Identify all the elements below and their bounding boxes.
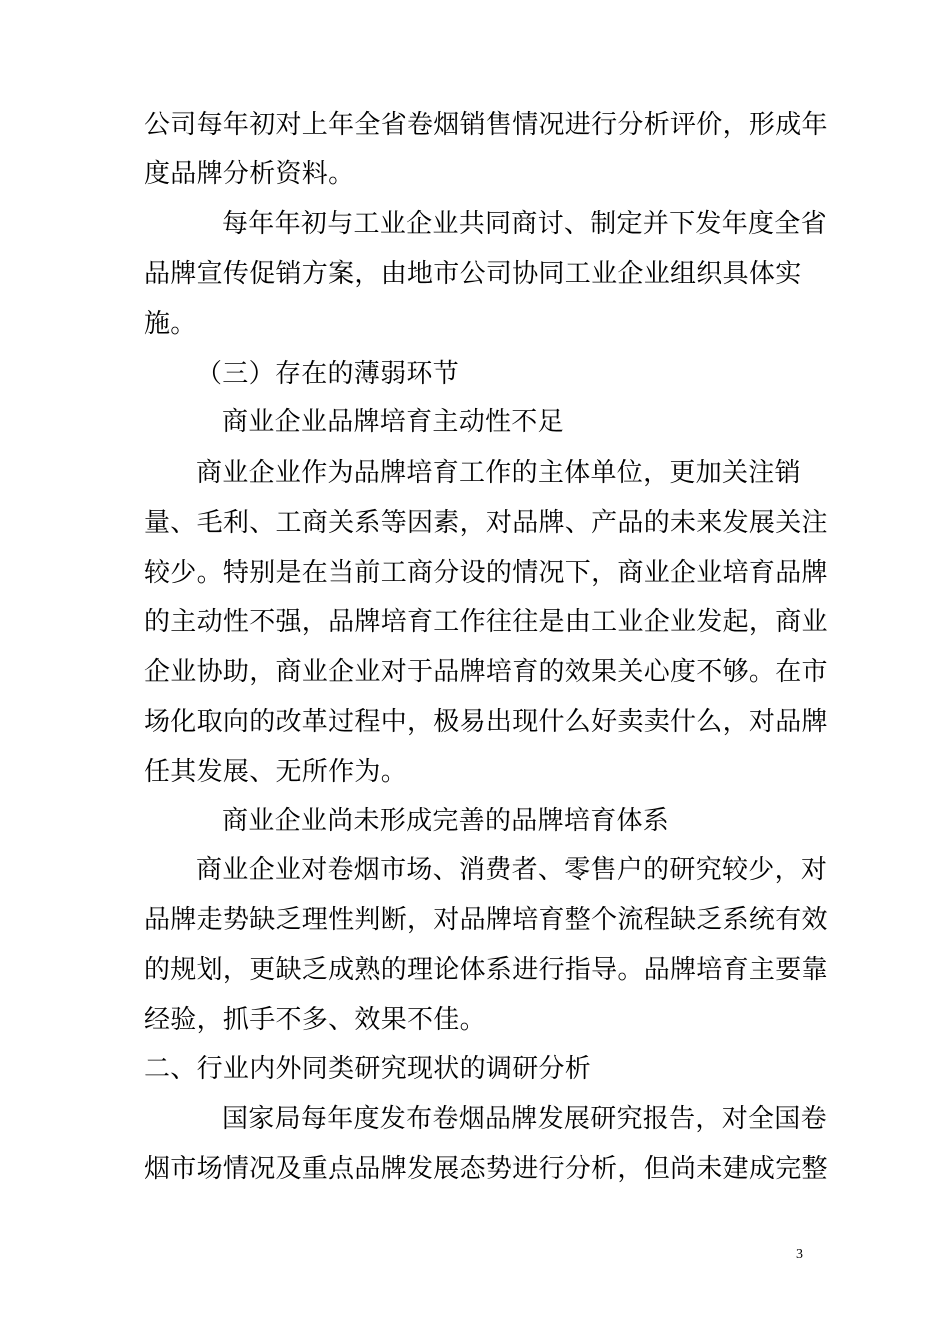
paragraph-line: 经验，抓手不多、效果不佳。	[144, 1005, 486, 1035]
paragraph-line: 度品牌分析资料。	[144, 159, 355, 189]
paragraph-line: 公司每年初对上年全省卷烟销售情况进行分析评价，形成年	[144, 110, 828, 140]
paragraph-line: 施。	[144, 309, 197, 339]
paragraph-line: 品牌走势缺乏理性判断，对品牌培育整个流程缺乏系统有效	[144, 905, 828, 935]
paragraph-line: 每年年初与工业企业共同商讨、制定并下发年度全省	[222, 209, 827, 239]
paragraph-line: 的规划，更缺乏成熟的理论体系进行指导。品牌培育主要靠	[144, 955, 828, 985]
subsection-heading: 商业企业品牌培育主动性不足	[222, 407, 564, 437]
section-heading: （三）存在的薄弱环节	[196, 359, 460, 389]
paragraph-line: 任其发展、无所作为。	[144, 757, 408, 787]
paragraph-line: 商业企业对卷烟市场、消费者、零售户的研究较少，对	[196, 855, 828, 885]
paragraph-line: 品牌宣传促销方案，由地市公司协同工业企业组织具体实	[144, 259, 802, 289]
paragraph-line: 国家局每年度发布卷烟品牌发展研究报告，对全国卷	[222, 1104, 827, 1134]
paragraph-line: 烟市场情况及重点品牌发展态势进行分析，但尚未建成完整	[144, 1154, 828, 1184]
paragraph-line: 场化取向的改革过程中，极易出现什么好卖卖什么，对品牌	[144, 707, 828, 737]
paragraph-line: 的主动性不强，品牌培育工作往往是由工业企业发起，商业	[144, 607, 828, 637]
paragraph-line: 企业协助，商业企业对于品牌培育的效果关心度不够。在市	[144, 657, 828, 687]
subsection-heading: 商业企业尚未形成完善的品牌培育体系	[222, 806, 670, 836]
paragraph-line: 较少。特别是在当前工商分设的情况下，商业企业培育品牌	[144, 558, 828, 588]
paragraph-line: 商业企业作为品牌培育工作的主体单位，更加关注销	[196, 458, 801, 488]
section-heading: 二、行业内外同类研究现状的调研分析	[144, 1054, 592, 1084]
page-number: 3	[796, 1247, 803, 1262]
paragraph-line: 量、毛利、工商关系等因素，对品牌、产品的未来发展关注	[144, 508, 828, 538]
